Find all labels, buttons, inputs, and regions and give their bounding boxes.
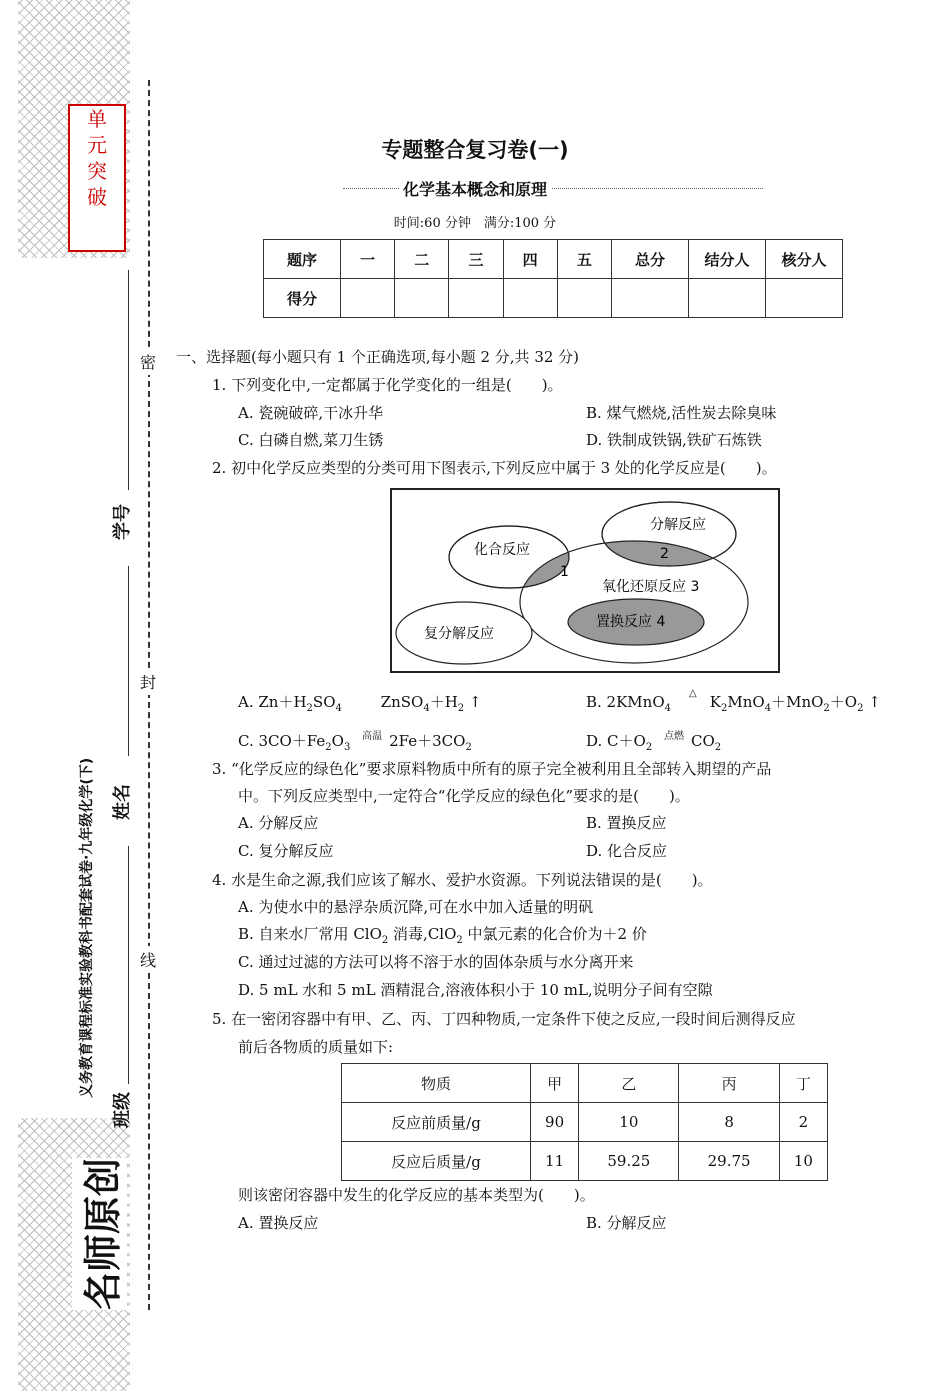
score-header-cell: 总分 bbox=[612, 240, 689, 279]
q1-option-d[interactable]: D. 铁制成铁锅,铁矿石炼铁 bbox=[586, 431, 762, 449]
label-displacement: 置换反应 4 bbox=[596, 614, 666, 630]
badge-char: 元 bbox=[87, 133, 107, 157]
q2-option-c[interactable]: C. $3CO+Fe_2O_3$ 高温 $2Fe+3CO_2$ bbox=[238, 730, 472, 753]
table-cell: 8 bbox=[679, 1103, 779, 1142]
id-underline bbox=[128, 270, 129, 490]
q2-option-d[interactable]: D. $C+O_2$ 点燃 $CO_2$ bbox=[586, 730, 721, 753]
reaction-venn-svg bbox=[392, 490, 778, 671]
q4-b-part: B. 自来水厂常用 ClO bbox=[238, 925, 382, 943]
table-cell: 29.75 bbox=[679, 1142, 779, 1181]
table-header-cell: 乙 bbox=[579, 1064, 679, 1103]
score-header-cell: 一 bbox=[341, 240, 395, 279]
q5-question: 则该密闭容器中发生的化学反应的基本类型为( )。 bbox=[238, 1186, 595, 1204]
table-row bbox=[342, 1142, 828, 1181]
q2-a-part: A. Zn＋H bbox=[238, 693, 307, 711]
label-combination: 化合反应 bbox=[474, 542, 530, 558]
q2-c-part: O bbox=[331, 732, 344, 750]
score-cell[interactable] bbox=[766, 279, 843, 318]
table-cell: 59.25 bbox=[579, 1142, 679, 1181]
label-n2: 2 bbox=[660, 546, 669, 562]
table-cell: 10 bbox=[779, 1142, 827, 1181]
table-header-cell: 丁 bbox=[779, 1064, 827, 1103]
table-header-cell: 甲 bbox=[531, 1064, 579, 1103]
score-row bbox=[264, 279, 843, 318]
q2-option-b[interactable]: B. 2KMnO$_4$ △ $K_2MnO_4+MnO_2+O_2$ ↑ bbox=[586, 688, 881, 714]
q3-option-a[interactable]: A. 分解反应 bbox=[238, 814, 319, 832]
seal-mi: 密 bbox=[140, 348, 156, 375]
q3-option-d[interactable]: D. 化合反应 bbox=[586, 842, 668, 860]
score-cell[interactable] bbox=[612, 279, 689, 318]
q3-stem-line2: 中。下列反应类型中,一定符合“化学反应的绿色化”要求的是( )。 bbox=[238, 787, 690, 805]
seal-feng: 封 bbox=[140, 668, 156, 695]
table-cell: 90 bbox=[531, 1103, 579, 1142]
q1-stem: 1. 下列变化中,一定都属于化学变化的一组是( )。 bbox=[212, 376, 563, 394]
name-field-label: 姓名 bbox=[112, 784, 133, 820]
q2-d-part: D. C＋O bbox=[586, 732, 646, 750]
section-heading: 一、选择题(每小题只有 1 个正确选项,每小题 2 分,共 32 分) bbox=[176, 348, 580, 366]
q4-b-part: 中氯元素的化合价为＋2 价 bbox=[462, 925, 647, 943]
class-field-label: 班级 bbox=[112, 1092, 133, 1128]
badge-char: 突 bbox=[87, 159, 107, 183]
table-header-cell: 丙 bbox=[679, 1064, 779, 1103]
table-header-row bbox=[342, 1064, 828, 1103]
gas-arrow-icon: ↑ bbox=[468, 693, 482, 711]
score-cell[interactable] bbox=[449, 279, 503, 318]
gas-arrow-icon: ↑ bbox=[868, 693, 881, 711]
q4-stem: 4. 水是生命之源,我们应该了解水、爱护水资源。下列说法错误的是( )。 bbox=[212, 871, 713, 889]
q2-a-part: ＋H bbox=[429, 693, 458, 711]
q2-c-part: C. 3CO＋Fe bbox=[238, 732, 326, 750]
q3-option-b[interactable]: B. 置换反应 bbox=[586, 814, 667, 832]
q1-option-b[interactable]: B. 煤气燃烧,活性炭去除臭味 bbox=[586, 404, 777, 422]
q2-d-part: CO bbox=[690, 732, 715, 750]
q4-b-part: 消毒,ClO bbox=[388, 925, 457, 943]
label-n1: 1 bbox=[560, 564, 569, 580]
page-subtitle bbox=[0, 177, 950, 200]
q5-stem-line2: 前后各物质的质量如下: bbox=[238, 1038, 394, 1056]
reaction-condition: 点燃 bbox=[663, 731, 684, 742]
reaction-type-diagram bbox=[390, 488, 780, 673]
reaction-condition: △ bbox=[688, 688, 697, 699]
score-header-row bbox=[264, 240, 843, 279]
q4-option-d[interactable]: D. 5 mL 水和 5 mL 酒精混合,溶液体积小于 10 mL,说明分子间有空隙 bbox=[238, 981, 713, 999]
seal-line bbox=[148, 80, 150, 1310]
score-header-cell: 四 bbox=[503, 240, 557, 279]
brand-logo: 名师原创 bbox=[72, 1158, 127, 1310]
score-header-cell: 题序 bbox=[264, 240, 341, 279]
score-header-cell: 五 bbox=[557, 240, 611, 279]
table-cell: 10 bbox=[579, 1103, 679, 1142]
q2-option-a[interactable]: A. $Zn+H_2SO_4$ $ZnSO_4+H_2$ ↑ bbox=[238, 693, 482, 714]
score-header-cell: 三 bbox=[449, 240, 503, 279]
q5-stem-line1: 5. 在一密闭容器中有甲、乙、丙、丁四种物质,一定条件下使之反应,一段时间后测得反应 bbox=[212, 1010, 796, 1028]
q2-b-part: ＋O bbox=[829, 693, 858, 711]
q1-option-c[interactable]: C. 白磷自燃,菜刀生锈 bbox=[238, 431, 384, 449]
q2-b-part: ＋MnO bbox=[771, 693, 824, 711]
score-cell[interactable] bbox=[503, 279, 557, 318]
q3-stem-line1: 3. “化学反应的绿色化”要求原料物质中所有的原子完全被利用且全部转入期望的产品 bbox=[212, 760, 772, 778]
score-cell[interactable] bbox=[689, 279, 766, 318]
seal-xian: 线 bbox=[140, 946, 156, 973]
q5-option-a[interactable]: A. 置换反应 bbox=[238, 1214, 319, 1232]
score-header-cell: 二 bbox=[395, 240, 449, 279]
table-cell: 11 bbox=[531, 1142, 579, 1181]
score-header-cell: 核分人 bbox=[766, 240, 843, 279]
table-cell: 反应前质量/g bbox=[342, 1103, 531, 1142]
q4-option-b[interactable]: B. 自来水厂常用 ClO$_2$ 消毒,ClO$_2$ 中氯元素的化合价为＋2 价 bbox=[238, 925, 647, 946]
label-redox: 氧化还原反应 3 bbox=[602, 579, 700, 595]
table-row bbox=[342, 1103, 828, 1142]
q2-stem: 2. 初中化学反应类型的分类可用下图表示,下列反应中属于 3 处的化学反应是( )。 bbox=[212, 459, 777, 477]
q5-option-b[interactable]: B. 分解反应 bbox=[586, 1214, 667, 1232]
q1-option-a[interactable]: A. 瓷碗破碎,干冰升华 bbox=[238, 404, 384, 422]
q2-b-part: MnO bbox=[727, 693, 765, 711]
class-underline bbox=[128, 846, 129, 1084]
q4-option-a[interactable]: A. 为使水中的悬浮杂质沉降,可在水中加入适量的明矾 bbox=[238, 898, 594, 916]
q2-c-part: 2Fe＋3CO bbox=[389, 732, 466, 750]
q2-a-part: ZnSO bbox=[380, 693, 424, 711]
q2-a-part: SO bbox=[312, 693, 336, 711]
reaction-condition: 高温 bbox=[362, 731, 383, 742]
table-cell: 反应后质量/g bbox=[342, 1142, 531, 1181]
q3-option-c[interactable]: C. 复分解反应 bbox=[238, 842, 334, 860]
badge-char: 破 bbox=[87, 185, 107, 209]
label-double-decomposition: 复分解反应 bbox=[424, 626, 494, 642]
page-title: 专题整合复习卷(一) bbox=[381, 138, 569, 162]
q2-b-part: K bbox=[709, 693, 722, 711]
score-table bbox=[263, 239, 843, 318]
score-cell[interactable] bbox=[341, 279, 395, 318]
table-header-cell: 物质 bbox=[342, 1064, 531, 1103]
score-row-label: 得分 bbox=[264, 279, 341, 318]
series-title: 义务教育课程标准实验教科书配套试卷·九年级化学(下) bbox=[79, 757, 95, 1098]
score-header-cell: 结分人 bbox=[689, 240, 766, 279]
time-score-info: 时间:60 分钟 满分:100 分 bbox=[393, 216, 557, 231]
id-field-label: 学号 bbox=[112, 504, 133, 540]
q4-option-c[interactable]: C. 通过过滤的方法可以将不溶于水的固体杂质与水分离开来 bbox=[238, 953, 634, 971]
name-underline bbox=[128, 566, 129, 756]
table-cell: 2 bbox=[779, 1103, 827, 1142]
score-cell[interactable] bbox=[557, 279, 611, 318]
label-decomposition: 分解反应 bbox=[650, 517, 706, 533]
badge-char: 单 bbox=[87, 107, 107, 131]
score-cell[interactable] bbox=[395, 279, 449, 318]
mass-data-table bbox=[341, 1063, 828, 1181]
q2-b-part: B. 2KMnO bbox=[586, 693, 665, 711]
subtitle-text: 化学基本概念和原理 bbox=[399, 180, 551, 199]
